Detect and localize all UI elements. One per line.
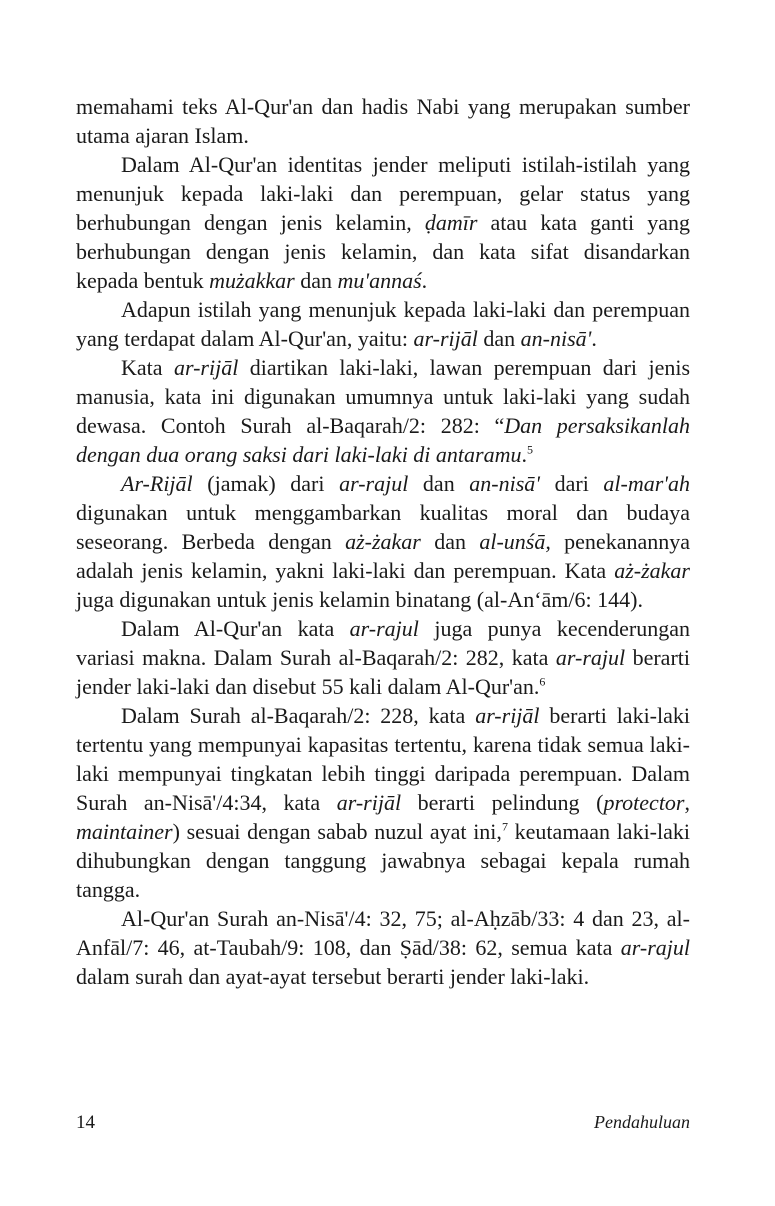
text-run: Dalam Surah al-Baqarah/2: 228, kata: [121, 703, 476, 728]
italic-term: an-nisā': [520, 326, 592, 351]
text-run: keutamaan laki-laki dihubungkan dengan tanggung jawabnya sebagai kepala rumah tangga.: [76, 819, 690, 902]
italic-term: Dan persaksikanlah dengan dua orang saksi dari laki-laki di antaramu: [76, 413, 690, 467]
italic-term: aż-żakar: [614, 558, 690, 583]
text-run: dan: [477, 326, 521, 351]
text-run: Dalam Al-Qur'an identitas jender meliputi istilah-istilah yang menunjuk kepada laki-laki dan perempuan, gelar status yang berhubungan dengan jenis kelamin,: [76, 152, 690, 235]
footnote-marker: 6: [539, 674, 546, 689]
text-run: Al-Qur'an Surah an-Nisā'/4: 32, 75; al-Aḥzāb/33: 4 dan 23, al-Anfāl/7: 46, at-Taubah/9: 108, dan Ṣād/38: 62, semua kata: [76, 906, 690, 960]
paragraph: [76, 353, 690, 469]
paragraph: [76, 469, 690, 614]
text-run: berarti jender laki-laki dan disebut 55 kali dalam Al-Qur'an.: [76, 645, 690, 699]
italic-term: ar-rajul: [620, 935, 690, 960]
text-run: berarti pelindung (: [401, 790, 604, 815]
italic-term: ar-rijāl: [336, 790, 402, 815]
text-run: dan: [420, 529, 480, 554]
italic-term: Ar-Rijāl: [121, 471, 193, 496]
italic-term: mużakkar: [209, 268, 295, 293]
text-run: ) sesuai dengan sabab nuzul ayat ini,: [172, 819, 502, 844]
italic-term: aż-żakar: [345, 529, 421, 554]
text-run: diartikan laki-laki, lawan perempuan dari jenis manusia, kata ini digunakan umumnya untuk laki-laki yang sudah dewasa. Contoh Surah al-Baqarah/2: 282: “: [76, 355, 691, 438]
paragraph: [76, 701, 690, 904]
italic-term: ar-rajul: [339, 471, 409, 496]
italic-term: protector: [603, 790, 685, 815]
text-run: juga punya kecenderungan variasi makna. Dalam Surah al-Baqarah/2: 282, kata: [76, 616, 690, 670]
text-run: dalam surah dan ayat-ayat tersebut berarti jender laki-laki.: [76, 964, 590, 989]
text-run: berarti laki-laki tertentu yang mempunyai kapasitas tertentu, karena tidak semua laki-laki mempunyai tingkatan lebih tinggi daripada perempuan. Dalam Surah an-Nisā'/4:34, kata: [76, 703, 690, 815]
text-run: Adapun istilah yang menunjuk kepada laki-laki dan perempuan yang terdapat dalam Al-Qur'an, yaitu:: [76, 297, 690, 351]
italic-term: al-mar'ah: [603, 471, 691, 496]
text-run: ,: [684, 790, 690, 815]
text-run: juga digunakan untuk jenis kelamin binatang (al-An‘ām/6: 144).: [76, 587, 643, 612]
text-run: digunakan untuk menggambarkan kualitas moral dan budaya seseorang. Berbeda dengan: [76, 500, 690, 554]
body-text: [76, 92, 690, 991]
text-run: dari: [540, 471, 604, 496]
paragraph: [76, 614, 690, 701]
text-run: dan: [294, 268, 338, 293]
italic-term: an-nisā': [469, 471, 541, 496]
italic-term: ar-rijāl: [173, 355, 239, 380]
text-run: Kata: [121, 355, 174, 380]
paragraph: [76, 150, 690, 295]
italic-term: ar-rijāl: [413, 326, 478, 351]
text-run: .: [521, 442, 527, 467]
paragraph: [76, 92, 690, 150]
italic-term: mu'annaś: [337, 268, 422, 293]
footnote-marker: 5: [526, 442, 533, 457]
italic-term: maintainer: [76, 819, 173, 844]
italic-term: ar-rijāl: [475, 703, 540, 728]
italic-term: ar-rajul: [555, 645, 626, 670]
text-run: (jamak) dari: [192, 471, 340, 496]
italic-term: al-unśā,: [479, 529, 551, 554]
text-run: atau kata ganti yang berhubungan dengan jenis kelamin, dan kata sifat disandarkan kepada bentuk: [76, 210, 690, 293]
running-footer-title: Pendahuluan: [594, 1112, 690, 1132]
page-footer: [76, 1112, 690, 1142]
italic-term: ar-rajul: [349, 616, 419, 641]
page-number: 14: [76, 1112, 95, 1133]
text-run: .: [591, 326, 597, 351]
paragraph: [76, 295, 690, 353]
text-run: memahami teks Al-Qur'an dan hadis Nabi yang merupakan sumber utama ajaran Islam.: [76, 94, 690, 148]
text-run: Dalam Al-Qur'an kata: [121, 616, 350, 641]
paragraph: [76, 904, 690, 991]
italic-term: ḍamīr: [424, 210, 478, 235]
footnote-marker: 7: [501, 819, 508, 834]
text-run: dan: [408, 471, 470, 496]
text-run: penekanannya adalah jenis kelamin, yakni laki-laki dan perempuan. Kata: [76, 529, 690, 583]
text-run: .: [421, 268, 428, 293]
